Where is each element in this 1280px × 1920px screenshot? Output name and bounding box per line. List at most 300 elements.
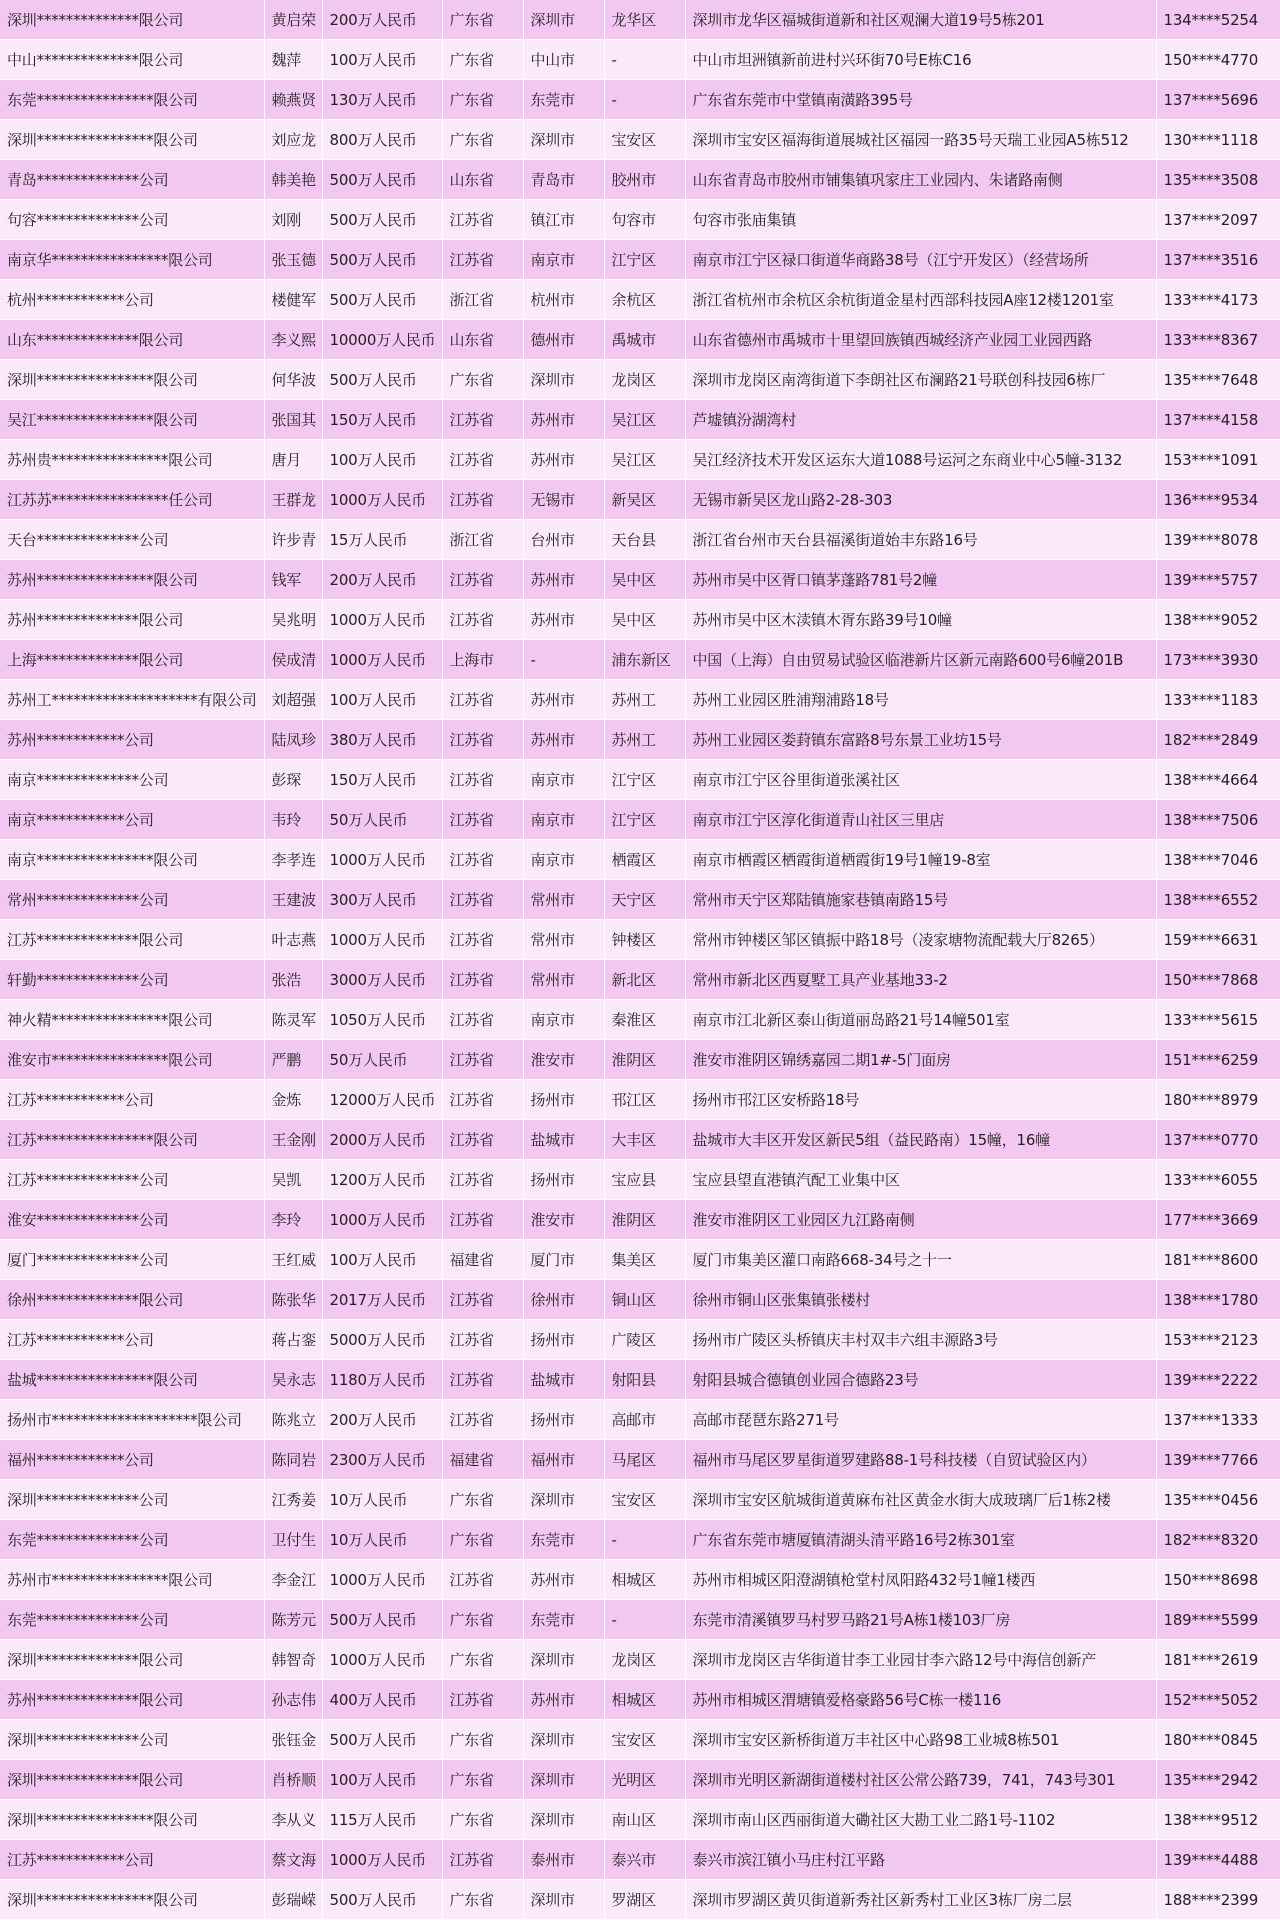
phone-cell: 138****9512 <box>1156 1800 1280 1840</box>
registered-capital-cell: 150万人民币 <box>322 760 442 800</box>
district-cell: 浦东新区 <box>604 640 685 680</box>
company-name-cell: 江苏************公司 <box>0 1320 264 1360</box>
district-cell: 江宁区 <box>604 760 685 800</box>
legal-person-cell: 吴凯 <box>264 1160 322 1200</box>
province-cell: 福建省 <box>442 1240 523 1280</box>
registered-capital-cell: 1000万人民币 <box>322 1840 442 1880</box>
table-row <box>0 960 1280 1000</box>
city-cell: 无锡市 <box>523 480 604 520</box>
city-cell: 泰州市 <box>523 1840 604 1880</box>
registered-capital-cell: 380万人民币 <box>322 720 442 760</box>
province-cell: 江苏省 <box>442 1280 523 1320</box>
address-cell: 深圳市宝安区福海街道展城社区福园一路35号天瑞工业园A5栋512 <box>685 120 1156 160</box>
table-row <box>0 400 1280 440</box>
district-cell: 天台县 <box>604 520 685 560</box>
city-cell: 苏州市 <box>523 1680 604 1720</box>
province-cell: 广东省 <box>442 40 523 80</box>
province-cell: 江苏省 <box>442 1200 523 1240</box>
registered-capital-cell: 1000万人民币 <box>322 920 442 960</box>
legal-person-cell: 陈兆立 <box>264 1400 322 1440</box>
registered-capital-cell: 1000万人民币 <box>322 1560 442 1600</box>
city-cell: 青岛市 <box>523 160 604 200</box>
address-cell: 无锡市新吴区龙山路2-28-303 <box>685 480 1156 520</box>
district-cell: 南山区 <box>604 1800 685 1840</box>
legal-person-cell: 黄启荣 <box>264 0 322 40</box>
phone-cell: 181****8600 <box>1156 1240 1280 1280</box>
registered-capital-cell: 100万人民币 <box>322 1760 442 1800</box>
city-cell: 福州市 <box>523 1440 604 1480</box>
company-name-cell: 福州************公司 <box>0 1440 264 1480</box>
city-cell: 淮安市 <box>523 1040 604 1080</box>
phone-cell: 180****8979 <box>1156 1080 1280 1120</box>
legal-person-cell: 刘刚 <box>264 200 322 240</box>
district-cell: 宝安区 <box>604 120 685 160</box>
province-cell: 江苏省 <box>442 800 523 840</box>
legal-person-cell: 蔡文海 <box>264 1840 322 1880</box>
city-cell: 东莞市 <box>523 80 604 120</box>
phone-cell: 188****2399 <box>1156 1880 1280 1920</box>
province-cell: 江苏省 <box>442 1320 523 1360</box>
address-cell: 苏州工业园区娄葑镇东富路8号东景工业坊15号 <box>685 720 1156 760</box>
district-cell: 马尾区 <box>604 1440 685 1480</box>
table-row <box>0 1440 1280 1480</box>
district-cell: 禹城市 <box>604 320 685 360</box>
province-cell: 江苏省 <box>442 400 523 440</box>
registered-capital-cell: 2000万人民币 <box>322 1120 442 1160</box>
address-cell: 扬州市广陵区头桥镇庆丰村双丰六组丰源路3号 <box>685 1320 1156 1360</box>
company-name-cell: 淮安市****************限公司 <box>0 1040 264 1080</box>
province-cell: 浙江省 <box>442 280 523 320</box>
registered-capital-cell: 50万人民币 <box>322 1040 442 1080</box>
city-cell: 台州市 <box>523 520 604 560</box>
company-name-cell: 江苏**************公司 <box>0 1160 264 1200</box>
province-cell: 江苏省 <box>442 960 523 1000</box>
table-row <box>0 1680 1280 1720</box>
district-cell: 大丰区 <box>604 1120 685 1160</box>
city-cell: 深圳市 <box>523 1800 604 1840</box>
address-cell: 南京市栖霞区栖霞街道栖霞街19号1幢19-8室 <box>685 840 1156 880</box>
table-row <box>0 800 1280 840</box>
company-name-cell: 扬州市********************限公司 <box>0 1400 264 1440</box>
table-row <box>0 200 1280 240</box>
phone-cell: 153****2123 <box>1156 1320 1280 1360</box>
legal-person-cell: 韩美艳 <box>264 160 322 200</box>
legal-person-cell: 张钰金 <box>264 1720 322 1760</box>
city-cell: 常州市 <box>523 960 604 1000</box>
table-row <box>0 880 1280 920</box>
registered-capital-cell: 200万人民币 <box>322 0 442 40</box>
city-cell: 淮安市 <box>523 1200 604 1240</box>
phone-cell: 138****4664 <box>1156 760 1280 800</box>
table-row <box>0 1720 1280 1760</box>
province-cell: 江苏省 <box>442 880 523 920</box>
district-cell: 新吴区 <box>604 480 685 520</box>
legal-person-cell: 韦玲 <box>264 800 322 840</box>
company-name-cell: 深圳****************限公司 <box>0 360 264 400</box>
district-cell: 江宁区 <box>604 800 685 840</box>
registered-capital-cell: 500万人民币 <box>322 280 442 320</box>
legal-person-cell: 陈芳元 <box>264 1600 322 1640</box>
company-name-cell: 上海**************限公司 <box>0 640 264 680</box>
phone-cell: 159****6631 <box>1156 920 1280 960</box>
province-cell: 山东省 <box>442 160 523 200</box>
table-row <box>0 1080 1280 1120</box>
address-cell: 浙江省杭州市余杭区余杭街道金星村西部科技园A座12楼1201室 <box>685 280 1156 320</box>
address-cell: 扬州市邗江区安桥路18号 <box>685 1080 1156 1120</box>
phone-cell: 137****0770 <box>1156 1120 1280 1160</box>
province-cell: 江苏省 <box>442 840 523 880</box>
province-cell: 浙江省 <box>442 520 523 560</box>
province-cell: 广东省 <box>442 1640 523 1680</box>
address-cell: 苏州工业园区胜浦翔浦路18号 <box>685 680 1156 720</box>
legal-person-cell: 陆凤珍 <box>264 720 322 760</box>
legal-person-cell: 李金江 <box>264 1560 322 1600</box>
registered-capital-cell: 100万人民币 <box>322 40 442 80</box>
legal-person-cell: 韩智奇 <box>264 1640 322 1680</box>
phone-cell: 189****5599 <box>1156 1600 1280 1640</box>
company-name-cell: 深圳****************限公司 <box>0 120 264 160</box>
table-row <box>0 120 1280 160</box>
table-row <box>0 240 1280 280</box>
registered-capital-cell: 10万人民币 <box>322 1480 442 1520</box>
phone-cell: 181****2619 <box>1156 1640 1280 1680</box>
registered-capital-cell: 1180万人民币 <box>322 1360 442 1400</box>
legal-person-cell: 李玲 <box>264 1200 322 1240</box>
company-name-cell: 天台**************公司 <box>0 520 264 560</box>
address-cell: 淮安市淮阴区工业园区九江路南侧 <box>685 1200 1156 1240</box>
table-row <box>0 440 1280 480</box>
table-row <box>0 1800 1280 1840</box>
table-row <box>0 280 1280 320</box>
registered-capital-cell: 100万人民币 <box>322 440 442 480</box>
phone-cell: 150****4770 <box>1156 40 1280 80</box>
table-row <box>0 1240 1280 1280</box>
phone-cell: 150****7868 <box>1156 960 1280 1000</box>
province-cell: 江苏省 <box>442 1000 523 1040</box>
province-cell: 福建省 <box>442 1440 523 1480</box>
table-row <box>0 560 1280 600</box>
province-cell: 江苏省 <box>442 680 523 720</box>
district-cell: 余杭区 <box>604 280 685 320</box>
city-cell: 南京市 <box>523 840 604 880</box>
table-row <box>0 1000 1280 1040</box>
phone-cell: 133****8367 <box>1156 320 1280 360</box>
registered-capital-cell: 1000万人民币 <box>322 1200 442 1240</box>
district-cell: 秦淮区 <box>604 1000 685 1040</box>
phone-cell: 135****3508 <box>1156 160 1280 200</box>
legal-person-cell: 吴兆明 <box>264 600 322 640</box>
district-cell: 吴江区 <box>604 400 685 440</box>
city-cell: 苏州市 <box>523 720 604 760</box>
address-cell: 深圳市龙岗区吉华街道甘李工业园甘李六路12号中海信创新产 <box>685 1640 1156 1680</box>
province-cell: 江苏省 <box>442 600 523 640</box>
phone-cell: 130****1118 <box>1156 120 1280 160</box>
legal-person-cell: 金炼 <box>264 1080 322 1120</box>
phone-cell: 135****0456 <box>1156 1480 1280 1520</box>
table-row <box>0 1480 1280 1520</box>
city-cell: 南京市 <box>523 240 604 280</box>
district-cell: 宝安区 <box>604 1480 685 1520</box>
company-name-cell: 南京****************限公司 <box>0 840 264 880</box>
legal-person-cell: 王红威 <box>264 1240 322 1280</box>
table-row <box>0 1880 1280 1920</box>
company-name-cell: 江苏************公司 <box>0 1080 264 1120</box>
province-cell: 江苏省 <box>442 560 523 600</box>
registered-capital-cell: 130万人民币 <box>322 80 442 120</box>
company-name-cell: 苏州工********************有限公司 <box>0 680 264 720</box>
company-name-cell: 深圳**************限公司 <box>0 0 264 40</box>
table-row <box>0 520 1280 560</box>
address-cell: 南京市江宁区谷里街道张溪社区 <box>685 760 1156 800</box>
district-cell: 泰兴市 <box>604 1840 685 1880</box>
address-cell: 宝应县望直港镇汽配工业集中区 <box>685 1160 1156 1200</box>
legal-person-cell: 许步青 <box>264 520 322 560</box>
registered-capital-cell: 500万人民币 <box>322 1880 442 1920</box>
company-name-cell: 江苏苏****************任公司 <box>0 480 264 520</box>
province-cell: 江苏省 <box>442 1120 523 1160</box>
legal-person-cell: 刘超强 <box>264 680 322 720</box>
phone-cell: 153****1091 <box>1156 440 1280 480</box>
address-cell: 广东省东莞市中堂镇南潢路395号 <box>685 80 1156 120</box>
address-cell: 深圳市宝安区航城街道黄麻布社区黄金水街大成玻璃厂后1栋2楼 <box>685 1480 1156 1520</box>
company-name-cell: 苏州市****************限公司 <box>0 1560 264 1600</box>
phone-cell: 182****2849 <box>1156 720 1280 760</box>
city-cell: 德州市 <box>523 320 604 360</box>
province-cell: 江苏省 <box>442 760 523 800</box>
address-cell: 福州市马尾区罗星街道罗建路88-1号科技楼（自贸试验区内） <box>685 1440 1156 1480</box>
table-row <box>0 640 1280 680</box>
table-row <box>0 920 1280 960</box>
city-cell: 深圳市 <box>523 1720 604 1760</box>
province-cell: 江苏省 <box>442 1560 523 1600</box>
legal-person-cell: 楼健军 <box>264 280 322 320</box>
company-name-cell: 盐城****************限公司 <box>0 1360 264 1400</box>
company-name-cell: 南京**************公司 <box>0 760 264 800</box>
company-name-cell: 东莞**************公司 <box>0 1520 264 1560</box>
legal-person-cell: 李从义 <box>264 1800 322 1840</box>
phone-cell: 137****3516 <box>1156 240 1280 280</box>
registered-capital-cell: 1000万人民币 <box>322 640 442 680</box>
province-cell: 江苏省 <box>442 480 523 520</box>
table-row <box>0 720 1280 760</box>
registered-capital-cell: 300万人民币 <box>322 880 442 920</box>
phone-cell: 138****6552 <box>1156 880 1280 920</box>
address-cell: 中国（上海）自由贸易试验区临港新片区新元南路600号6幢201B <box>685 640 1156 680</box>
company-name-cell: 江苏**************限公司 <box>0 920 264 960</box>
company-name-cell: 东莞**************公司 <box>0 1600 264 1640</box>
registered-capital-cell: 1000万人民币 <box>322 1640 442 1680</box>
registered-capital-cell: 15万人民币 <box>322 520 442 560</box>
company-name-cell: 轩勤**************公司 <box>0 960 264 1000</box>
table-row <box>0 1040 1280 1080</box>
phone-cell: 151****6259 <box>1156 1040 1280 1080</box>
company-name-cell: 山东**************限公司 <box>0 320 264 360</box>
address-cell: 淮安市淮阴区锦绣嘉园二期1#-5门面房 <box>685 1040 1156 1080</box>
table-row <box>0 840 1280 880</box>
province-cell: 江苏省 <box>442 1160 523 1200</box>
phone-cell: 137****1333 <box>1156 1400 1280 1440</box>
district-cell: - <box>604 80 685 120</box>
registered-capital-cell: 1000万人民币 <box>322 840 442 880</box>
city-cell: 深圳市 <box>523 120 604 160</box>
province-cell: 广东省 <box>442 1600 523 1640</box>
address-cell: 厦门市集美区灌口南路668-34号之十一 <box>685 1240 1156 1280</box>
city-cell: 扬州市 <box>523 1160 604 1200</box>
city-cell: 扬州市 <box>523 1080 604 1120</box>
province-cell: 广东省 <box>442 1800 523 1840</box>
district-cell: 新北区 <box>604 960 685 1000</box>
registered-capital-cell: 115万人民币 <box>322 1800 442 1840</box>
company-name-cell: 杭州************公司 <box>0 280 264 320</box>
phone-cell: 133****1183 <box>1156 680 1280 720</box>
city-cell: 徐州市 <box>523 1280 604 1320</box>
legal-person-cell: 钱军 <box>264 560 322 600</box>
legal-person-cell: 李孝连 <box>264 840 322 880</box>
company-name-cell: 江苏************公司 <box>0 1840 264 1880</box>
legal-person-cell: 彭琛 <box>264 760 322 800</box>
table-row <box>0 1640 1280 1680</box>
address-cell: 常州市天宁区郑陆镇施家巷镇南路15号 <box>685 880 1156 920</box>
address-cell: 东莞市清溪镇罗马村罗马路21号A栋1楼103厂房 <box>685 1600 1156 1640</box>
registered-capital-cell: 400万人民币 <box>322 1680 442 1720</box>
address-cell: 苏州市吴中区木渎镇木胥东路39号10幢 <box>685 600 1156 640</box>
registered-capital-cell: 10000万人民币 <box>322 320 442 360</box>
city-cell: 中山市 <box>523 40 604 80</box>
province-cell: 江苏省 <box>442 920 523 960</box>
district-cell: 相城区 <box>604 1680 685 1720</box>
phone-cell: 133****6055 <box>1156 1160 1280 1200</box>
address-cell: 射阳县城合德镇创业园合德路23号 <box>685 1360 1156 1400</box>
legal-person-cell: 张玉德 <box>264 240 322 280</box>
phone-cell: 137****5696 <box>1156 80 1280 120</box>
district-cell: - <box>604 40 685 80</box>
table-row <box>0 1120 1280 1160</box>
province-cell: 广东省 <box>442 1480 523 1520</box>
registered-capital-cell: 150万人民币 <box>322 400 442 440</box>
legal-person-cell: 侯成清 <box>264 640 322 680</box>
city-cell: 苏州市 <box>523 680 604 720</box>
address-cell: 山东省德州市禹城市十里望回族镇西城经济产业园工业园西路 <box>685 320 1156 360</box>
address-cell: 徐州市铜山区张集镇张楼村 <box>685 1280 1156 1320</box>
legal-person-cell: 刘应龙 <box>264 120 322 160</box>
city-cell: 杭州市 <box>523 280 604 320</box>
address-cell: 盐城市大丰区开发区新民5组（益民路南）15幢，16幢 <box>685 1120 1156 1160</box>
address-cell: 广东省东莞市塘厦镇清湖头清平路16号2栋301室 <box>685 1520 1156 1560</box>
phone-cell: 139****4488 <box>1156 1840 1280 1880</box>
province-cell: 广东省 <box>442 120 523 160</box>
city-cell: 镇江市 <box>523 200 604 240</box>
city-cell: 常州市 <box>523 920 604 960</box>
legal-person-cell: 卫付生 <box>264 1520 322 1560</box>
phone-cell: 138****7046 <box>1156 840 1280 880</box>
registered-capital-cell: 500万人民币 <box>322 240 442 280</box>
district-cell: 邗江区 <box>604 1080 685 1120</box>
legal-person-cell: 陈张华 <box>264 1280 322 1320</box>
phone-cell: 138****1780 <box>1156 1280 1280 1320</box>
address-cell: 南京市江宁区淳化街道青山社区三里店 <box>685 800 1156 840</box>
table-row <box>0 40 1280 80</box>
address-cell: 常州市新北区西夏墅工具产业基地33-2 <box>685 960 1156 1000</box>
district-cell: 江宁区 <box>604 240 685 280</box>
district-cell: 吴中区 <box>604 560 685 600</box>
legal-person-cell: 王建波 <box>264 880 322 920</box>
legal-person-cell: 王金刚 <box>264 1120 322 1160</box>
district-cell: 淮阴区 <box>604 1200 685 1240</box>
district-cell: 胶州市 <box>604 160 685 200</box>
company-name-cell: 苏州贵****************限公司 <box>0 440 264 480</box>
district-cell: 天宁区 <box>604 880 685 920</box>
city-cell: 苏州市 <box>523 1560 604 1600</box>
province-cell: 江苏省 <box>442 720 523 760</box>
province-cell: 广东省 <box>442 1720 523 1760</box>
phone-cell: 135****7648 <box>1156 360 1280 400</box>
district-cell: - <box>604 1520 685 1560</box>
table-row <box>0 1200 1280 1240</box>
district-cell: 栖霞区 <box>604 840 685 880</box>
registered-capital-cell: 500万人民币 <box>322 200 442 240</box>
legal-person-cell: 魏萍 <box>264 40 322 80</box>
registered-capital-cell: 12000万人民币 <box>322 1080 442 1120</box>
province-cell: 江苏省 <box>442 1840 523 1880</box>
city-cell: 东莞市 <box>523 1600 604 1640</box>
district-cell: 罗湖区 <box>604 1880 685 1920</box>
table-row <box>0 480 1280 520</box>
registered-capital-cell: 10万人民币 <box>322 1520 442 1560</box>
district-cell: 集美区 <box>604 1240 685 1280</box>
company-name-cell: 南京华****************限公司 <box>0 240 264 280</box>
phone-cell: 135****2942 <box>1156 1760 1280 1800</box>
legal-person-cell: 吴永志 <box>264 1360 322 1400</box>
province-cell: 江苏省 <box>442 440 523 480</box>
province-cell: 广东省 <box>442 1520 523 1560</box>
company-name-cell: 深圳**************限公司 <box>0 1640 264 1680</box>
city-cell: 深圳市 <box>523 360 604 400</box>
city-cell: 南京市 <box>523 760 604 800</box>
district-cell: 吴中区 <box>604 600 685 640</box>
city-cell: 盐城市 <box>523 1120 604 1160</box>
address-cell: 句容市张庙集镇 <box>685 200 1156 240</box>
phone-cell: 150****8698 <box>1156 1560 1280 1600</box>
legal-person-cell: 江秀姜 <box>264 1480 322 1520</box>
table-row <box>0 1320 1280 1360</box>
table-row <box>0 360 1280 400</box>
legal-person-cell: 何华波 <box>264 360 322 400</box>
phone-cell: 136****9534 <box>1156 480 1280 520</box>
company-name-cell: 江苏****************限公司 <box>0 1120 264 1160</box>
province-cell: 广东省 <box>442 80 523 120</box>
province-cell: 广东省 <box>442 1880 523 1920</box>
legal-person-cell: 陈同岩 <box>264 1440 322 1480</box>
district-cell: 苏州工 <box>604 680 685 720</box>
phone-cell: 152****5052 <box>1156 1680 1280 1720</box>
district-cell: 广陵区 <box>604 1320 685 1360</box>
phone-cell: 180****0845 <box>1156 1720 1280 1760</box>
registered-capital-cell: 2017万人民币 <box>322 1280 442 1320</box>
company-name-cell: 深圳****************限公司 <box>0 1800 264 1840</box>
registered-capital-cell: 1200万人民币 <box>322 1160 442 1200</box>
legal-person-cell: 王群龙 <box>264 480 322 520</box>
table-row <box>0 680 1280 720</box>
address-cell: 吴江经济技术开发区运东大道1088号运河之东商业中心5幢-3132 <box>685 440 1156 480</box>
registered-capital-cell: 500万人民币 <box>322 1720 442 1760</box>
address-cell: 深圳市龙华区福城街道新和社区观澜大道19号5栋201 <box>685 0 1156 40</box>
phone-cell: 133****4173 <box>1156 280 1280 320</box>
address-cell: 南京市江北新区泰山街道丽岛路21号14幢501室 <box>685 1000 1156 1040</box>
province-cell: 江苏省 <box>442 1080 523 1120</box>
address-cell: 深圳市南山区西丽街道大磡社区大勘工业二路1号-1102 <box>685 1800 1156 1840</box>
company-name-cell: 神火精****************限公司 <box>0 1000 264 1040</box>
legal-person-cell: 张国其 <box>264 400 322 440</box>
